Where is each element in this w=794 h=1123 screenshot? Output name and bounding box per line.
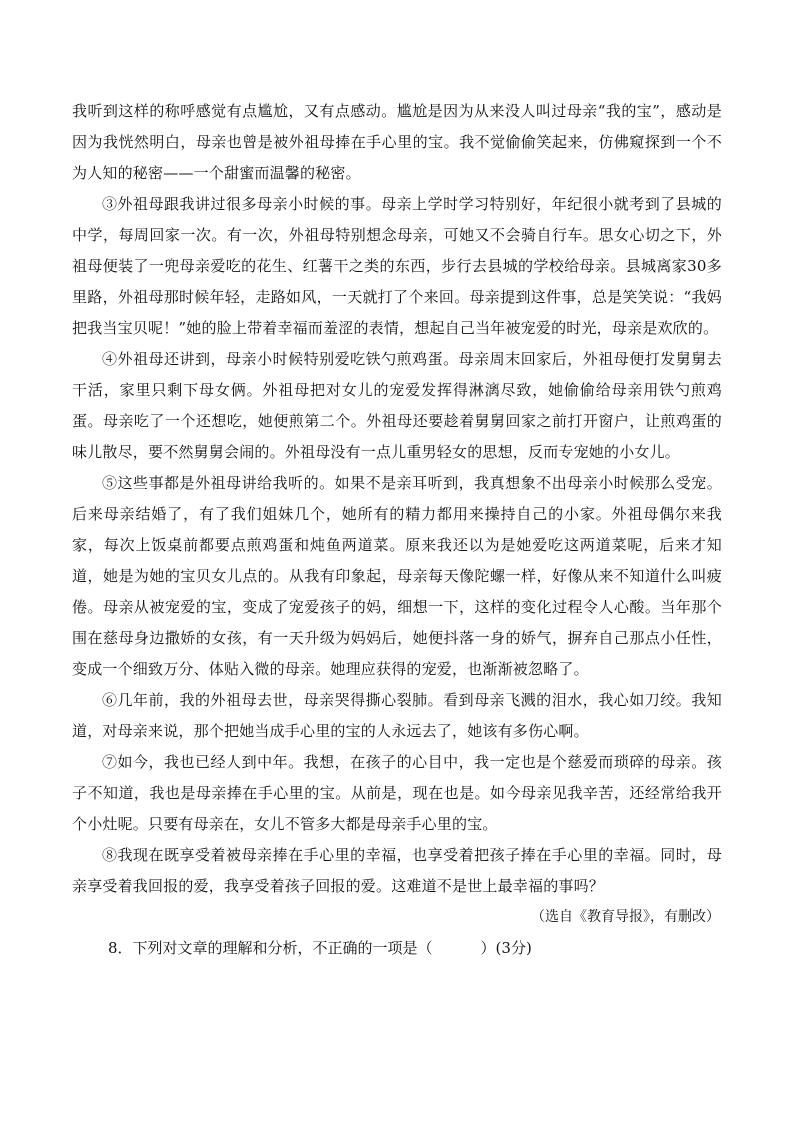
question-8 <box>72 933 722 964</box>
paragraph-5: ⑤这些事都是外祖母讲给我听的。如果不是亲耳听到，我真想象不出母亲小时候那么受宠。后来母亲结婚了，有了我们姐妹几个，她所有的精力都用来操持自己的小家。外祖母偶尔来我家，每次上饭桌前都要点煎鸡蛋和炖鱼两道菜。原来我还以为是她爱吃这两道菜呢，后来才知道，她是为她的宝贝女儿点的。从我有印象起，母亲每天像陀螺一样，好像从来不知道什么叫疲倦。母亲从被宠爱的宝，变成了宠爱孩子的妈，细想一下，这样的变化过程令人心酸。当年那个围在慈母身边撒娇的女孩，有一天升级为妈妈后，她便抖落一身的娇气，摒弃自己那点小任性，变成一个细致万分、体贴入微的母亲。她理应获得的宠爱，也渐渐被忽略了。 <box>72 474 722 678</box>
paragraph-4: ④外祖母还讲到，母亲小时候特别爱吃铁勺煎鸡蛋。母亲周末回家后，外祖母便打发舅舅去干活，家里只剩下母女俩。外祖母把对女儿的宠爱发挥得淋漓尽致，她偷偷给母亲用铁勺煎鸡蛋。母亲吃了一个还想吃，她便煎第二个。外祖母还要趁着舅舅回家之前打开窗户，让煎鸡蛋的味儿散尽，要不然舅舅会闹的。外祖母没有一点儿重男轻女的思想，反而专宠她的小女儿。 <box>72 350 722 461</box>
source-citation: （选自《教育导报》，有删改） <box>531 909 720 925</box>
paragraph-3: ③外祖母跟我讲过很多母亲小时候的事。母亲上学时学习特别好，年纪很小就考到了县城的中学，每周回家一次。有一次，外祖母特别想念母亲，可她又不会骑自行车。思女心切之下，外祖母便装了一兜母亲爱吃的花生、红薯干之类的东西，步行去县城的学校给母亲。县城离家30多里路，外祖母那时候年轻，走路如风，一天就打了个来回。母亲提到这件事，总是笑笑说：“我妈把我当宝贝呢！”她的脸上带着幸福而羞涩的表情，想起自己当年被宠爱的时光，母亲是欢欣的。 <box>72 195 722 337</box>
paragraph-intro: 我听到这样的称呼感觉有点尴尬，又有点感动。尴尬是因为从来没人叫过母亲“我的宝”，感动是因为我恍然明白，母亲也曾是被外祖母捧在手心里的宝。我不觉偷偷笑起来，仿佛窥探到一个不为人知的秘密——一个甜蜜而温馨的秘密。 <box>72 102 722 182</box>
paragraph-7: ⑦如今，我也已经人到中年。我想，在孩子的心目中，我一定也是个慈爱而琐碎的母亲。孩子不知道，我也是母亲捧在手心里的宝。从前是，现在也是。如今母亲见我辛苦，还经常给我开个小灶呢。只要有母亲在，女儿不管多大都是母亲手心里的宝。 <box>72 753 722 833</box>
question-8-prefix: 8．下列对文章的理解和分析，不正确的一项是（ <box>108 939 433 957</box>
article-body <box>72 96 722 964</box>
paragraph-8: ⑧我现在既享受着被母亲捧在手心里的幸福，也享受着把孩子捧在手心里的幸福。同时，母亲享受着我回报的爱，我享受着孩子回报的爱。这难道不是世上最幸福的事吗？ <box>72 846 722 895</box>
paragraph-6: ⑥几年前，我的外祖母去世，母亲哭得撕心裂肺。看到母亲飞溅的泪水，我心如刀绞。我知道，对母亲来说，那个把她当成手心里的宝的人永远去了，她该有多伤心啊。 <box>72 691 722 740</box>
question-8-suffix: ）(3分) <box>480 939 532 957</box>
